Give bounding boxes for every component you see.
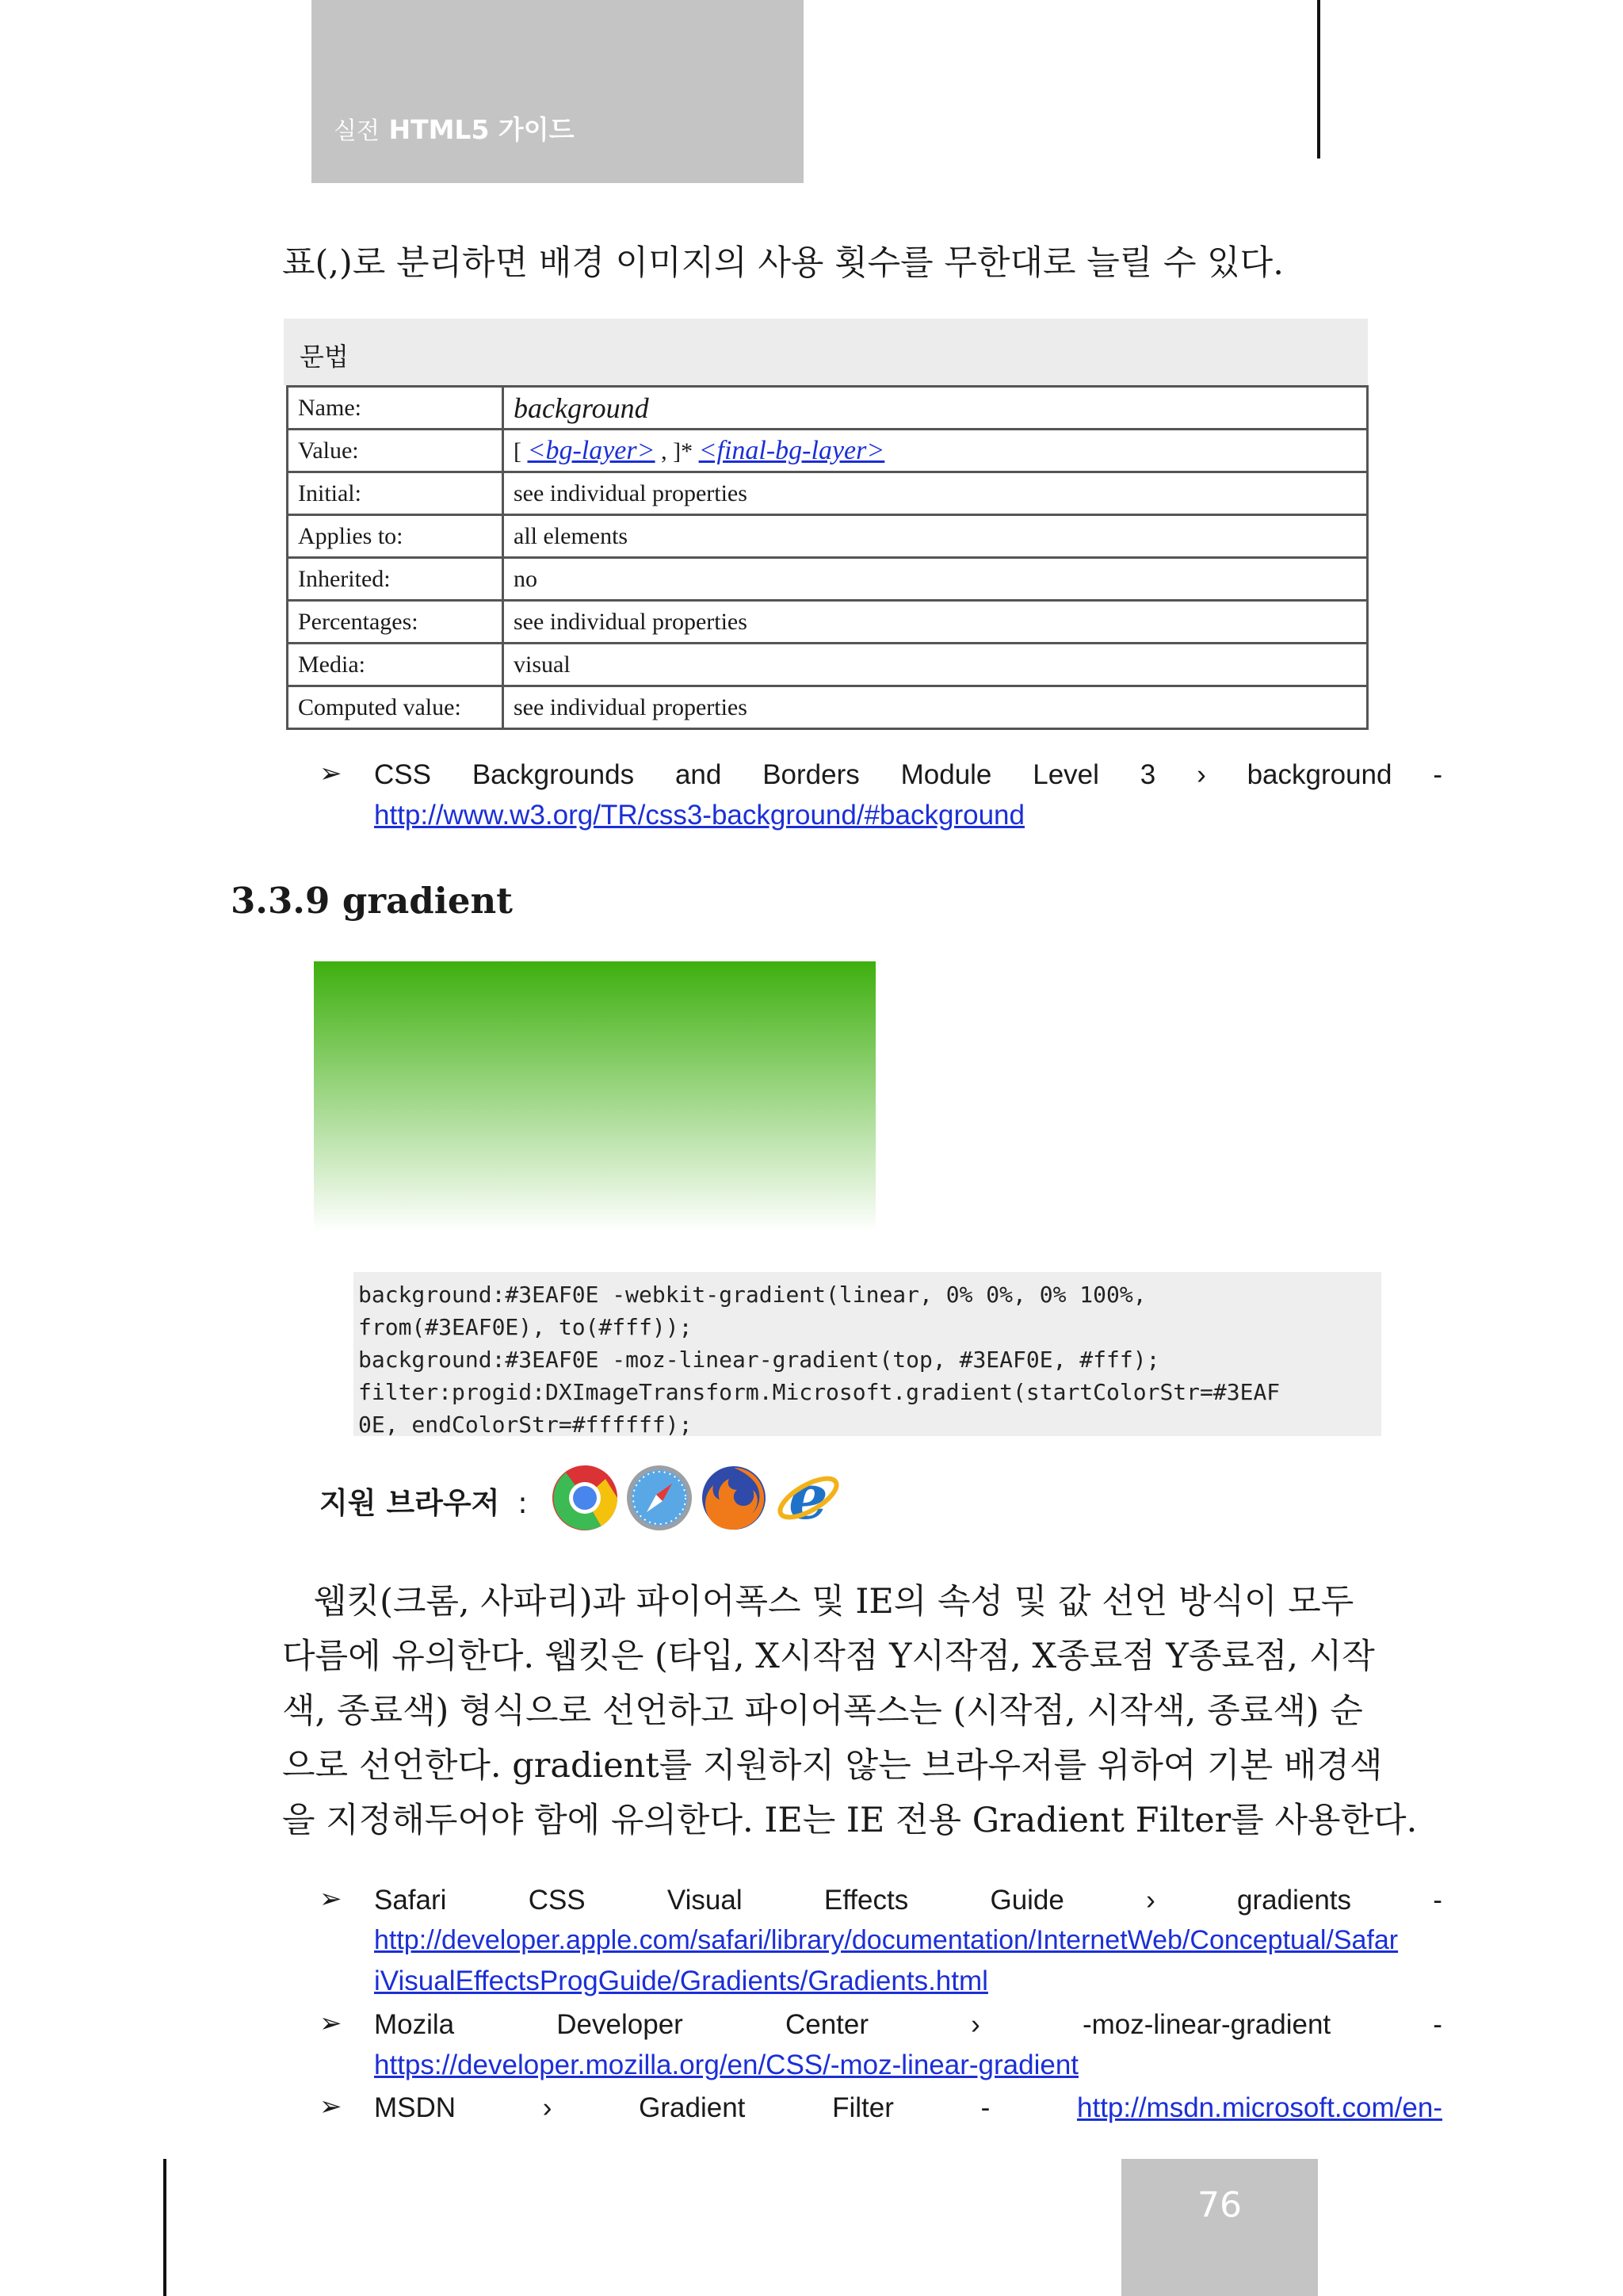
row-value: see individual properties [503,472,1368,515]
ref1-word: › [1197,759,1206,790]
ref1-word: and [674,759,722,790]
bullet-arrow-icon: ➢ [319,758,342,789]
running-header [334,109,575,147]
row-key: Inherited: [288,558,503,601]
ref2-word: › [1146,1885,1155,1916]
row-value: see individual properties [503,686,1368,729]
value-mid: , ]* [655,437,699,464]
bg-layer-link[interactable]: <bg-layer> [527,435,655,465]
ref1-word: - [1433,759,1442,790]
browser-support-label [319,1479,528,1522]
syntax-table [286,385,1369,730]
ref4-word: - [980,2092,991,2123]
bullet-arrow-icon: ➢ [319,2091,342,2122]
ref3-word: Developer [556,2009,683,2040]
ref3-word: › [971,2009,980,2040]
table-row [288,430,1368,472]
code-line: 0E, endColorStr=#ffffff); [358,1412,693,1438]
ref1-word: Level [1033,759,1099,790]
final-bg-layer-link[interactable]: <final-bg-layer> [698,435,885,465]
ref1-url-link[interactable]: http://www.w3.org/TR/css3-background/#background [374,800,1025,831]
header-tab [311,0,804,183]
table-row [288,387,1368,430]
running-header-small: 실전 [334,117,380,145]
row-key: Percentages: [288,601,503,644]
value-prefix: [ [514,437,528,464]
ref3-title [374,2009,1442,2041]
ref2-url-link-cont[interactable]: iVisualEffectsProgGuide/Gradients/Gradients.html [374,1966,988,1996]
row-value: all elements [503,515,1368,558]
paragraph-line: 다름에 유의한다. 웹킷은 (타입, X시작점 Y시작점, X종료점 Y종료점, 시작 [282,1637,1375,1676]
svg-text:e: e [789,1463,828,1533]
ref2-word: gradients [1237,1885,1352,1916]
paragraph-line: 웹킷(크롬, 사파리)과 파이어폭스 및 IE의 속성 및 값 선언 방식이 모두 [314,1582,1354,1622]
ie-icon [773,1463,843,1533]
ref3-word: Mozila [374,2009,455,2040]
ref4-word: Filter [832,2092,894,2123]
row-key: Name: [288,387,503,430]
table-row [288,515,1368,558]
row-value: see individual properties [503,601,1368,644]
ref3-word: -moz-linear-gradient [1082,2009,1331,2040]
ref1-word: Module [900,759,992,790]
syntax-header [284,319,1368,385]
bullet-arrow-icon: ➢ [319,2008,342,2039]
intro-line: 표(,)로 분리하면 배경 이미지의 사용 횟수를 무한대로 늘릴 수 있다. [282,243,1284,283]
row-value: no [503,558,1368,601]
table-row [288,558,1368,601]
name-value: background [514,392,649,424]
ref2-word: Visual [666,1885,743,1916]
ref2-word: Safari [374,1885,447,1916]
firefox-icon [699,1463,769,1533]
code-block [353,1272,1381,1436]
code-line: from(#3EAF0E), to(#fff)); [358,1314,693,1340]
table-row [288,644,1368,686]
syntax-label: 문법 [300,342,349,372]
paragraph-line: 을 지정해두어야 함에 유의한다. IE는 IE 전용 Gradient Filter를 사용한다. [282,1801,1418,1840]
ref3-word: Center [785,2009,869,2040]
ref4-word: MSDN [374,2092,456,2123]
ref4-title [374,2092,1442,2124]
ref3-url-link[interactable]: https://developer.mozilla.org/en/CSS/-moz-linear-gradient [374,2050,1079,2080]
row-value: visual [503,644,1368,686]
ref1-word: background [1247,759,1392,790]
row-key: Computed value: [288,686,503,729]
table-row [288,601,1368,644]
margin-rule-bottom [163,2159,166,2296]
section-heading: 3.3.9 gradient [231,880,513,922]
paragraph-line: 색, 종료색) 형식으로 선언하고 파이어폭스는 (시작점, 시작색, 종료색) 순 [282,1691,1363,1731]
gradient-sample [314,961,876,1232]
ref1-word: Backgrounds [472,759,635,790]
ref1-word: 3 [1140,759,1156,790]
code-line: background:#3EAF0E -moz-linear-gradient(top, #3EAF0E, #fff); [358,1347,1160,1373]
ref4-word: › [542,2092,552,2123]
ref1-word: Borders [762,759,860,790]
page-number: 76 [1197,2185,1242,2225]
ref3-word: - [1433,2009,1442,2040]
ref2-word: CSS [528,1885,586,1916]
paragraph-line: 으로 선언한다. gradient를 지원하지 않는 브라우저를 위하여 기본 배경색 [282,1746,1383,1786]
ref4-url-link[interactable]: http://msdn.microsoft.com/en- [1077,2092,1442,2123]
table-row [288,686,1368,729]
ref2-title [374,1885,1442,1916]
row-value [503,430,1368,472]
margin-rule-top [1317,0,1320,159]
ref1-word: CSS [374,759,431,790]
bullet-arrow-icon: ➢ [319,1883,342,1915]
ref2-url-link[interactable]: http://developer.apple.com/safari/library/documentation/InternetWeb/Conceptual/Safar [374,1925,1399,1955]
browser-support-text: 지원 브라우저 [319,1486,500,1520]
page-number-tab [1121,2159,1318,2296]
code-line: filter:progid:DXImageTransform.Microsoft.gradient(startColorStr=#3EAF [358,1379,1281,1405]
row-key: Media: [288,644,503,686]
chrome-icon [550,1463,620,1533]
ref1-title [374,759,1442,791]
ref2-word: Effects [823,1885,909,1916]
code-line: background:#3EAF0E -webkit-gradient(linear, 0% 0%, 0% 100%, [358,1282,1147,1308]
row-key: Initial: [288,472,503,515]
row-value [503,387,1368,430]
safari-icon [624,1463,694,1533]
row-key: Applies to: [288,515,503,558]
ref4-word: Gradient [639,2092,746,2123]
row-key: Value: [288,430,503,472]
running-header-main: HTML5 가이드 [388,114,575,145]
ref2-word: Guide [990,1885,1064,1916]
table-row [288,472,1368,515]
browser-support-colon: : [517,1486,528,1520]
ref2-word: - [1433,1885,1442,1916]
